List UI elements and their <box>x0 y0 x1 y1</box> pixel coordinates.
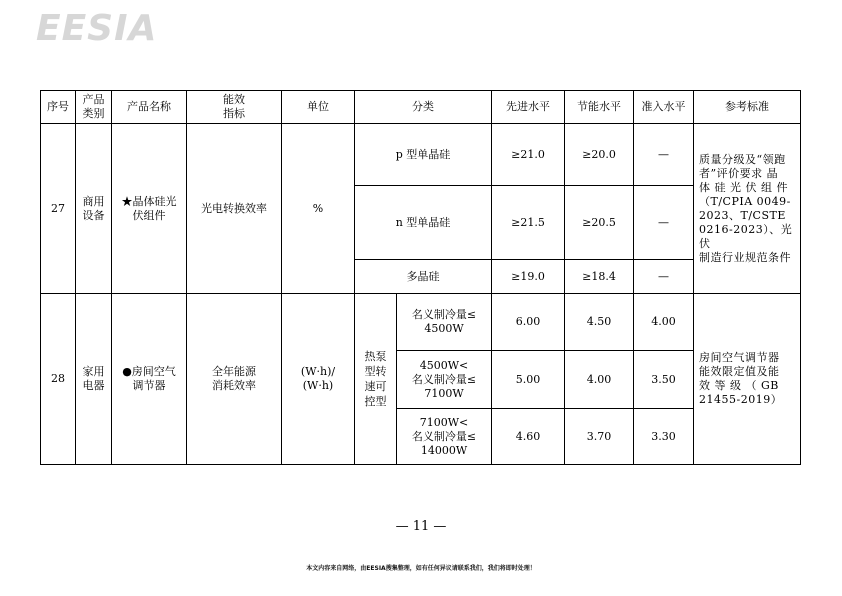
header-cell: 参考标准 <box>694 91 801 124</box>
energy-efficiency-table <box>40 90 801 465</box>
classification: 4500W< 名义制冷量≤ 7100W <box>397 351 492 409</box>
energy-saving-level: ≥20.5 <box>565 186 634 260</box>
header-cell: 单位 <box>282 91 355 124</box>
table-row <box>41 124 801 186</box>
header-cell: 节能水平 <box>565 91 634 124</box>
entry-level: — <box>634 186 694 260</box>
entry-level: 3.30 <box>634 409 694 465</box>
product-name: ★晶体硅光 伏组件 <box>112 124 187 294</box>
entry-level: — <box>634 124 694 186</box>
table-row <box>41 294 801 351</box>
unit: % <box>282 124 355 294</box>
efficiency-indicator: 全年能源 消耗效率 <box>187 294 282 465</box>
header-cell: 分类 <box>355 91 492 124</box>
header-cell: 序号 <box>41 91 76 124</box>
reference-standard: 房间空气调节器 能效限定值及能 效 等 级 （ GB 21455-2019） <box>694 294 801 465</box>
header-cell: 先进水平 <box>492 91 565 124</box>
classification: p 型单晶硅 <box>355 124 492 186</box>
classification-group: 热泵 型转 速可 控型 <box>355 294 397 465</box>
classification: 多晶硅 <box>355 260 492 294</box>
energy-saving-level: 3.70 <box>565 409 634 465</box>
energy-saving-level: 4.50 <box>565 294 634 351</box>
header-cell: 准入水平 <box>634 91 694 124</box>
product-category: 商用 设备 <box>76 124 112 294</box>
header-cell: 产品 类别 <box>76 91 112 124</box>
advanced-level: 4.60 <box>492 409 565 465</box>
classification: 7100W< 名义制冷量≤ 14000W <box>397 409 492 465</box>
product-name: ●房间空气 调节器 <box>112 294 187 465</box>
advanced-level: ≥21.0 <box>492 124 565 186</box>
classification: 名义制冷量≤ 4500W <box>397 294 492 351</box>
advanced-level: 5.00 <box>492 351 565 409</box>
energy-saving-level: ≥18.4 <box>565 260 634 294</box>
entry-level: 3.50 <box>634 351 694 409</box>
footer-notice: 本文内容来自网络，由EESIA搜集整理，如有任何异议请联系我们，我们将即时处理！ <box>306 565 536 572</box>
header-cell: 产品名称 <box>112 91 187 124</box>
classification: n 型单晶硅 <box>355 186 492 260</box>
energy-saving-level: 4.00 <box>565 351 634 409</box>
row-number: 27 <box>41 124 76 294</box>
entry-level: 4.00 <box>634 294 694 351</box>
row-number: 28 <box>41 294 76 465</box>
header-cell: 能效 指标 <box>187 91 282 124</box>
reference-standard: 质量分级及“领跑 者”评价要求 晶 体 硅 光 伏 组 件 （T/CPIA 0049- 2023、T/CSTE 0216-2023）、光伏 制造行业规范条件 <box>694 124 801 294</box>
entry-level: — <box>634 260 694 294</box>
advanced-level: 6.00 <box>492 294 565 351</box>
unit: (W·h)/ (W·h) <box>282 294 355 465</box>
product-category: 家用 电器 <box>76 294 112 465</box>
advanced-level: ≥21.5 <box>492 186 565 260</box>
advanced-level: ≥19.0 <box>492 260 565 294</box>
page-number: — 11 — <box>395 519 447 534</box>
efficiency-indicator: 光电转换效率 <box>187 124 282 294</box>
eesia-logo: EESIA <box>36 8 158 49</box>
header-row <box>41 91 801 124</box>
energy-saving-level: ≥20.0 <box>565 124 634 186</box>
